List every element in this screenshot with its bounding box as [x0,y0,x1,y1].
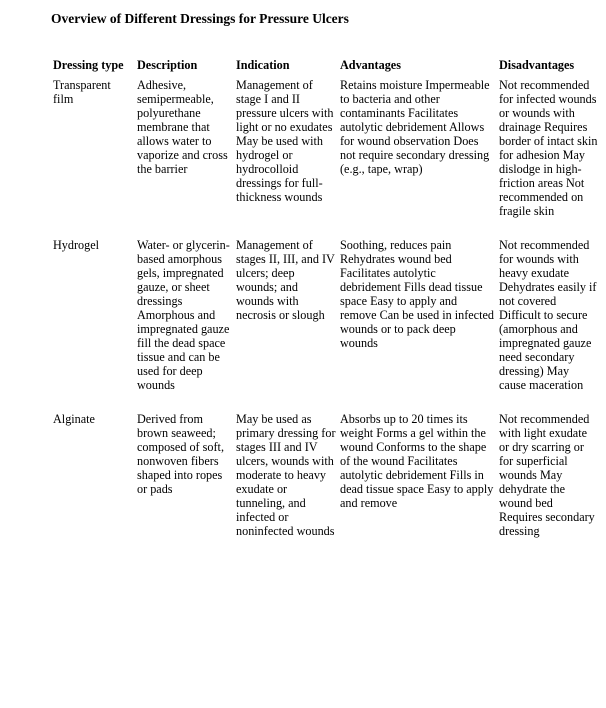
cell-description: Derived from brown seaweed; composed of soft, nonwoven fibers shaped into ropes or pads [137,412,224,496]
dressings-table [51,58,601,538]
table-row-hydrogel [51,238,601,412]
cell-disadvantages: Not recommended with light exudate or dry scarring or for superficial wounds May dehydrate the wound bed Requires secondary dressing [499,412,595,538]
cell-disadvantages: Not recommended for infected wounds or wounds with drainage Requires border of intact skin for adhesion May dislodge in high-friction areas Not recommended on fragile skin [499,78,598,218]
page-title: Overview of Different Dressings for Pressure Ulcers [51,11,349,26]
cell-indication: Management of stages II, III, and IV ulcers; deep wounds; and wounds with necrosis or slough [236,238,335,322]
cell-indication: May be used as primary dressing for stages III and IV ulcers, wounds with moderate to heavy exudate or tunneling, and infected or noninfected wounds [236,412,336,538]
header-advantages: Advantages [340,58,401,72]
cell-disadvantages: Not recommended for wounds with heavy exudate Dehydrates easily if not covered Difficult to secure (amorphous and impregnated gauze need secondary dressing) May cause maceration [499,238,597,392]
cell-description: Water- or glycerin-based amorphous gels, impregnated gauze, or sheet dressings Amorphous and impregnated gauze fill the dead space tissue and can be used for deep wounds [137,238,230,392]
cell-description: Adhesive, semipermeable, polyurethane membrane that allows water to vaporize and cross the barrier [137,78,228,176]
header-description: Description [137,58,198,72]
header-disadvantages: Disadvantages [499,58,575,72]
table-row-transparent-film [51,78,601,238]
table-row-alginate [51,412,601,538]
cell-indication: Management of stage I and II pressure ulcers with light or no exudates May be used with hydrogel or hydrocolloid dressings for full-thickness wounds [236,78,334,204]
cell-advantages: Absorbs up to 20 times its weight Forms a gel within the wound Conforms to the shape of the wound Facilitates autolytic debridement Fills in dead tissue space Easy to apply and remove [340,412,494,510]
cell-advantages: Retains moisture Impermeable to bacteria and other contaminants Facilitates autolytic debridement Allows for wound observation Does not require secondary dressing (e.g., tape, wrap) [340,78,490,176]
cell-advantages: Soothing, reduces pain Rehydrates wound bed Facilitates autolytic debridement Fills dead tissue space Easy to apply and remove Can be used in infected wounds or to pack deep wounds [340,238,494,350]
cell-dressing-type: Hydrogel [53,238,100,252]
header-dressing-type: Dressing type [53,58,124,72]
cell-dressing-type: Transparent film [53,78,111,106]
header-indication: Indication [236,58,290,72]
cell-dressing-type: Alginate [53,412,95,426]
table-header-row [51,58,601,78]
